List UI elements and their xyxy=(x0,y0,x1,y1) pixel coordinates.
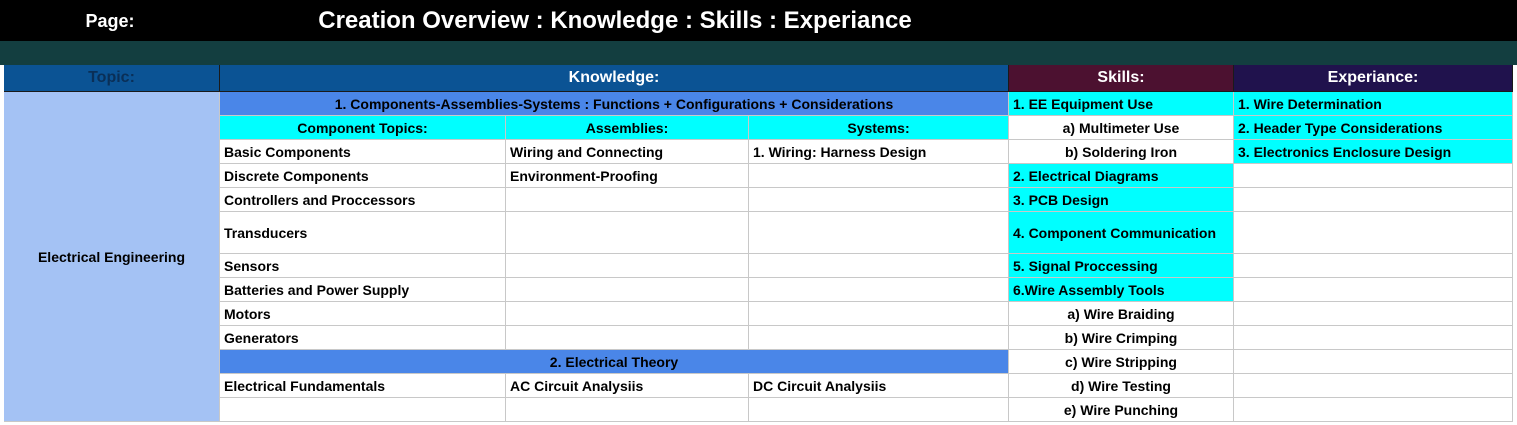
skill-cell[interactable]: 2. Electrical Diagrams xyxy=(1009,164,1234,188)
table-row xyxy=(0,398,1517,422)
experiance-header[interactable]: Experiance: xyxy=(1234,65,1513,92)
skill-cell[interactable]: 6.Wire Assembly Tools xyxy=(1009,278,1234,302)
table-row xyxy=(0,164,1517,188)
system-cell[interactable] xyxy=(749,398,1009,422)
skill-cell[interactable]: b) Soldering Iron xyxy=(1009,140,1234,164)
component-cell[interactable]: Discrete Components xyxy=(220,164,506,188)
skills-header[interactable]: Skills: xyxy=(1009,65,1234,92)
component-cell[interactable]: Electrical Fundamentals xyxy=(220,374,506,398)
column-header-row xyxy=(0,65,1517,92)
assembly-cell[interactable] xyxy=(506,302,749,326)
topic-cell[interactable]: Electrical Engineering xyxy=(4,92,220,422)
skill-cell[interactable]: 5. Signal Proccessing xyxy=(1009,254,1234,278)
skill-cell[interactable]: a) Wire Braiding xyxy=(1009,302,1234,326)
experiance-cell[interactable] xyxy=(1234,374,1513,398)
assembly-cell[interactable] xyxy=(506,398,749,422)
assembly-cell[interactable] xyxy=(506,212,749,254)
assembly-cell[interactable]: Wiring and Connecting xyxy=(506,140,749,164)
spacer-band xyxy=(0,41,1517,65)
assembly-cell[interactable] xyxy=(506,188,749,212)
skill-cell[interactable]: 1. EE Equipment Use xyxy=(1009,92,1234,116)
system-cell[interactable] xyxy=(749,254,1009,278)
page-label[interactable]: Page: xyxy=(85,10,135,31)
system-cell[interactable] xyxy=(749,212,1009,254)
assembly-cell[interactable] xyxy=(506,278,749,302)
experiance-cell[interactable] xyxy=(1234,254,1513,278)
component-cell[interactable]: Generators xyxy=(220,326,506,350)
skill-cell[interactable]: e) Wire Punching xyxy=(1009,398,1234,422)
assemblies-subheader[interactable]: Assemblies: xyxy=(506,116,749,140)
system-cell[interactable] xyxy=(749,278,1009,302)
table-row xyxy=(0,278,1517,302)
component-cell[interactable]: Basic Components xyxy=(220,140,506,164)
component-cell[interactable]: Controllers and Proccessors xyxy=(220,188,506,212)
table-row xyxy=(0,254,1517,278)
skill-cell[interactable]: b) Wire Crimping xyxy=(1009,326,1234,350)
experiance-cell[interactable] xyxy=(1234,350,1513,374)
experiance-cell[interactable] xyxy=(1234,398,1513,422)
table-row xyxy=(0,140,1517,164)
table-row xyxy=(0,188,1517,212)
skill-cell[interactable]: a) Multimeter Use xyxy=(1009,116,1234,140)
title-row xyxy=(0,0,1517,41)
system-cell[interactable] xyxy=(749,164,1009,188)
table-row xyxy=(0,302,1517,326)
component-topics-subheader[interactable]: Component Topics: xyxy=(220,116,506,140)
experiance-cell[interactable] xyxy=(1234,278,1513,302)
skill-cell[interactable]: 3. PCB Design xyxy=(1009,188,1234,212)
table-row xyxy=(0,116,1517,140)
experiance-cell[interactable] xyxy=(1234,188,1513,212)
skill-cell[interactable]: d) Wire Testing xyxy=(1009,374,1234,398)
knowledge-section-1[interactable]: 1. Components-Assemblies-Systems : Functions + Configurations + Considerations xyxy=(220,92,1009,116)
assembly-cell[interactable]: Environment-Proofing xyxy=(506,164,749,188)
skill-cell[interactable]: 4. Component Communication xyxy=(1009,212,1234,254)
system-cell[interactable]: DC Circuit Analysiis xyxy=(749,374,1009,398)
table-row xyxy=(0,350,1517,374)
component-cell[interactable]: Batteries and Power Supply xyxy=(220,278,506,302)
system-cell[interactable]: 1. Wiring: Harness Design xyxy=(749,140,1009,164)
table-row xyxy=(0,374,1517,398)
component-cell[interactable]: Motors xyxy=(220,302,506,326)
assembly-cell[interactable] xyxy=(506,254,749,278)
assembly-cell[interactable]: AC Circuit Analysiis xyxy=(506,374,749,398)
knowledge-header[interactable]: Knowledge: xyxy=(220,65,1009,92)
table-row xyxy=(0,326,1517,350)
experiance-cell[interactable] xyxy=(1234,164,1513,188)
table-row xyxy=(0,92,1517,116)
experiance-cell[interactable]: 3. Electronics Enclosure Design xyxy=(1234,140,1513,164)
topic-header[interactable]: Topic: xyxy=(4,65,220,92)
system-cell[interactable] xyxy=(749,302,1009,326)
experiance-cell[interactable]: 2. Header Type Considerations xyxy=(1234,116,1513,140)
page-title[interactable]: Creation Overview : Knowledge : Skills : Experiance xyxy=(318,6,912,34)
assembly-cell[interactable] xyxy=(506,326,749,350)
component-cell[interactable]: Sensors xyxy=(220,254,506,278)
component-cell[interactable] xyxy=(220,398,506,422)
system-cell[interactable] xyxy=(749,188,1009,212)
systems-subheader[interactable]: Systems: xyxy=(749,116,1009,140)
knowledge-section-2[interactable]: 2. Electrical Theory xyxy=(220,350,1009,374)
skill-cell[interactable]: c) Wire Stripping xyxy=(1009,350,1234,374)
system-cell[interactable] xyxy=(749,326,1009,350)
experiance-cell[interactable] xyxy=(1234,212,1513,254)
experiance-cell[interactable] xyxy=(1234,326,1513,350)
component-cell[interactable]: Transducers xyxy=(220,212,506,254)
experiance-cell[interactable] xyxy=(1234,302,1513,326)
experiance-cell[interactable]: 1. Wire Determination xyxy=(1234,92,1513,116)
table-row xyxy=(0,212,1517,254)
